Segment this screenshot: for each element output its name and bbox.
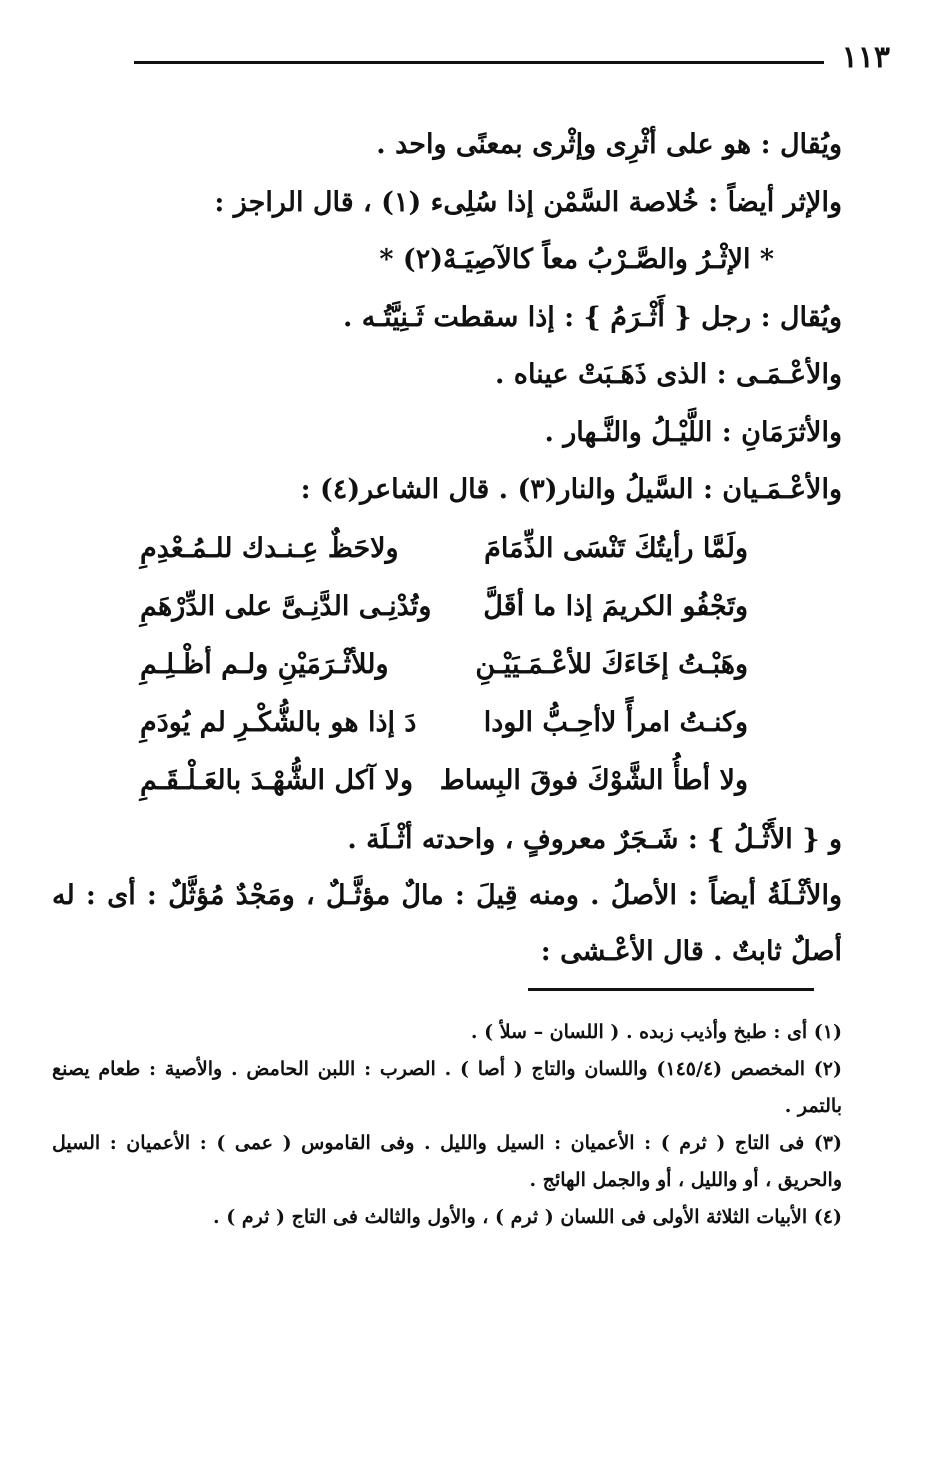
page-header (52, 40, 890, 80)
text-paragraph: والأثْـلَةُ أيضاً : الأصلُ . ومنه قِيلَ : مالٌ مؤثَّـلٌ ، ومَجْدٌ مُؤثَّلٌ : أى : له أصلٌ ثابتٌ . قال الأعْـشى : (52, 880, 842, 967)
poem-verse (140, 636, 748, 694)
verse-first-hemistich: وتَجْفُو الكريمَ إذا ما أقَلَّ (483, 591, 748, 622)
verse-second-hemistich: دَ إذا هو بالشُّكْـرِ لم يُودَمِ (140, 707, 417, 738)
text-line: والأعْـمَـيان : السَّيلُ والنار(٣) . قال الشاعر(٤) : (300, 474, 842, 505)
poem-verse (140, 578, 748, 636)
text-line: والأثرَمَانِ : اللَّيْـلُ والنَّـهار . (544, 416, 842, 448)
text-after-poem (52, 812, 842, 980)
footnote: (٤) الأبيات الثلاثة الأولى فى اللسان ( ثرم ) ، والأول والثالث فى التاج ( ثرم ) . (213, 1206, 842, 1228)
poem-verse (140, 520, 748, 578)
page-number: ١١٣ (841, 40, 890, 75)
verse-first-hemistich: وهَبْـتُ إخَاءَكَ للأعْـمَـيَيْـنِ (475, 649, 748, 680)
verse-second-hemistich: ولا آكل الشُّهْـدَ بالعَـلْـقَـمِ (140, 765, 414, 796)
footnote-separator (528, 988, 814, 991)
poem (140, 520, 748, 810)
footnotes (52, 1014, 842, 1236)
text-line: و { الأَثْـلُ } : شَـجَرٌ معروفٍ ، واحدته أثْـلَة . (347, 824, 842, 855)
main-text (52, 116, 842, 519)
text-line: ويُقال : رجل { أَثْـرَمُ } : إذا سقطت ثَـنِيَّتُـه . (342, 301, 842, 333)
footnote: (٣) فى التاج ( ثرم ) : الأعميان : السيل والليل . وفى القاموس ( عمى ) : الأعميان : السيل والحريق ، أو والليل ، أو والجمل الهائج . (52, 1132, 842, 1191)
text-line: والأعْـمَـى : الذى ذَهَـبَتْ عيناه . (495, 359, 842, 390)
verse-second-hemistich: ولاحَظٌ عِـنـدك للـمُـعْدِمِ (140, 533, 399, 564)
poem-verse (140, 694, 748, 752)
verse-second-hemistich: وتُدْنِـى الدَّنِـىَّ على الدِّرْهَمِ (140, 591, 432, 622)
verse-second-hemistich: وللأثْـرَمَيْنِ ولـم أظْـلِـمِ (140, 649, 389, 680)
text-line: ويُقال : هو على أثْرِى وإثْرى بمعنًى واحد . (376, 129, 842, 160)
verse-first-hemistich: ولا أطأُ الشَّوْكَ فوقَ البِساط (439, 765, 748, 796)
text-line: والإثر أيضاً : خُلاصة السَّمْن إذا سُلِىء (١) ، قال الراجز : (214, 186, 842, 218)
footnote: (١) أى : طبخ وأذيب زبده . ( اللسان – سلأ ) . (470, 1021, 842, 1043)
header-rule (134, 61, 824, 64)
poem-verse (140, 752, 748, 810)
verse-first-hemistich: وكنـتُ امرأً لاأحِـبُّ الودا (483, 707, 748, 738)
rajaz-verse: * الإثْـرُ والصَّـرْبُ معاً كالآصِيَـهْ(٢) * (379, 244, 774, 275)
verse-first-hemistich: ولَمَّا رأيتُكَ تَنْسَى الذِّمَامَ (484, 533, 748, 564)
footnote: (٢) المخصص (١٤٥/٤) واللسان والتاج ( أصا ) . الصرب : اللبن الحامض . والأصية : طعام يصنع بالتمر . (52, 1058, 843, 1117)
